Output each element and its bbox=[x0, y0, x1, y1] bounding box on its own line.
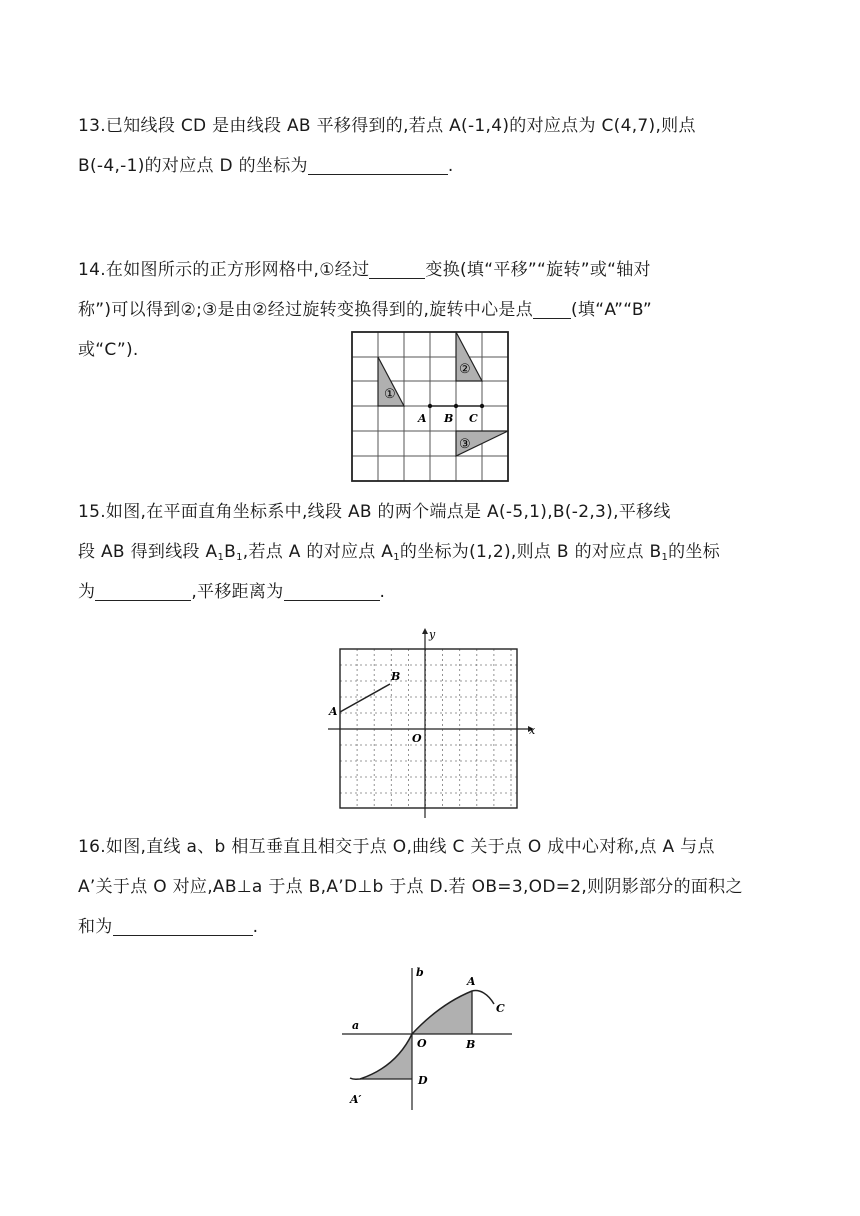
q15-sub-2: 1 bbox=[236, 552, 243, 563]
q14-label-1: ① bbox=[384, 387, 396, 402]
q16-symmetry-figure bbox=[340, 962, 530, 1112]
q14-grid-figure bbox=[348, 330, 512, 484]
q16-line-3-end: . bbox=[252, 917, 259, 937]
q15-text-c: ,若点 A 的对应点 A bbox=[242, 542, 394, 562]
q14-point-a bbox=[428, 404, 432, 408]
q15-answer-blank-1[interactable] bbox=[95, 578, 191, 601]
q14-line-2-text: 称”)可以得到②;③是由②经过旋转变换得到的,旋转中心是点 bbox=[78, 300, 533, 320]
q15-label-y: y bbox=[429, 628, 436, 641]
q15-y-arrow bbox=[422, 628, 428, 634]
q16-line-2: A’关于点 O 对应,AB⊥a 于点 B,A’D⊥b 于点 D.若 OB=3,OD=2,则阴影部分的面积之 bbox=[78, 877, 743, 897]
q13-line-2-end: . bbox=[447, 156, 454, 176]
q14-label-a: A bbox=[418, 412, 427, 425]
q13-line-2-text: B(-4,-1)的对应点 D 的坐标为 bbox=[78, 156, 308, 176]
q14-label-b: B bbox=[444, 412, 454, 425]
q15-text-b: B bbox=[224, 542, 237, 562]
q15-coordinate-figure bbox=[322, 622, 536, 818]
q13-answer-blank[interactable] bbox=[308, 152, 448, 175]
q15-text-d: 的坐标为(1,2),则点 B 的对应点 B bbox=[399, 542, 662, 562]
q14-point-c bbox=[480, 404, 484, 408]
q15-line-1: 15.如图,在平面直角坐标系中,线段 AB 的两个端点是 A(-5,1),B(-2,3),平移线 bbox=[78, 502, 671, 522]
question-15 bbox=[78, 492, 788, 612]
q14-label-2: ② bbox=[459, 362, 471, 377]
q15-label-a: A bbox=[329, 705, 338, 718]
q15-line-3-text: 为 bbox=[78, 582, 96, 602]
q14-line-1-text: 14.在如图所示的正方形网格中,①经过 bbox=[78, 260, 370, 280]
q15-answer-blank-2[interactable] bbox=[284, 578, 380, 601]
q15-sub-1: 1 bbox=[217, 552, 225, 563]
q16-label-d: D bbox=[418, 1074, 428, 1087]
question-16 bbox=[78, 827, 788, 947]
q13-line-2 bbox=[78, 146, 788, 186]
q15-sub-3: 1 bbox=[393, 552, 400, 563]
q15-label-b: B bbox=[391, 670, 401, 683]
q16-line-3 bbox=[78, 907, 788, 947]
q14-line-2-end: (填“A”“B” bbox=[571, 300, 652, 320]
q15-line-3-end: . bbox=[379, 582, 386, 602]
q16-label-a-prime: A′ bbox=[350, 1093, 362, 1106]
q16-line-1: 16.如图,直线 a、b 相互垂直且相交于点 O,曲线 C 关于点 O 成中心对称,点 A 与点 bbox=[78, 837, 715, 857]
q14-label-c: C bbox=[469, 412, 478, 425]
q15-segment-ab bbox=[340, 684, 390, 712]
q14-line-1 bbox=[78, 250, 788, 290]
q16-label-b: B bbox=[466, 1038, 476, 1051]
q16-label-a: A bbox=[467, 975, 476, 988]
q15-text-a: 段 AB 得到线段 A bbox=[78, 542, 218, 562]
q14-answer-blank-1[interactable] bbox=[369, 256, 425, 279]
q14-line-3: 或“C”). bbox=[78, 340, 139, 360]
q15-label-x: x bbox=[529, 724, 536, 737]
q15-label-origin: O bbox=[412, 732, 422, 745]
q14-point-b bbox=[454, 404, 458, 408]
q15-line-3-mid: ,平移距离为 bbox=[191, 582, 284, 602]
q16-label-b-line: b bbox=[416, 966, 424, 979]
q16-answer-blank[interactable] bbox=[113, 913, 253, 936]
question-13 bbox=[78, 106, 788, 186]
q16-shaded-region-right bbox=[412, 991, 472, 1034]
q14-answer-blank-2[interactable] bbox=[533, 296, 571, 319]
q14-line-1-end: 变换(填“平移”“旋转”或“轴对 bbox=[425, 260, 651, 280]
q13-line-1: 13.已知线段 CD 是由线段 AB 平移得到的,若点 A(-1,4)的对应点为 C(4,7),则点 bbox=[78, 116, 696, 136]
q16-label-a-line: a bbox=[352, 1019, 360, 1032]
q16-shaded-region-left bbox=[360, 1034, 412, 1079]
q16-label-origin: O bbox=[417, 1037, 427, 1050]
q16-line-3-text: 和为 bbox=[78, 917, 113, 937]
q14-label-3: ③ bbox=[459, 437, 471, 452]
q14-line-2 bbox=[78, 290, 788, 330]
q16-label-c: C bbox=[496, 1002, 505, 1015]
q15-line-2 bbox=[78, 532, 788, 572]
q15-line-3 bbox=[78, 572, 788, 612]
q15-text-e: 的坐标 bbox=[668, 542, 721, 562]
q15-sub-4: 1 bbox=[661, 552, 669, 563]
